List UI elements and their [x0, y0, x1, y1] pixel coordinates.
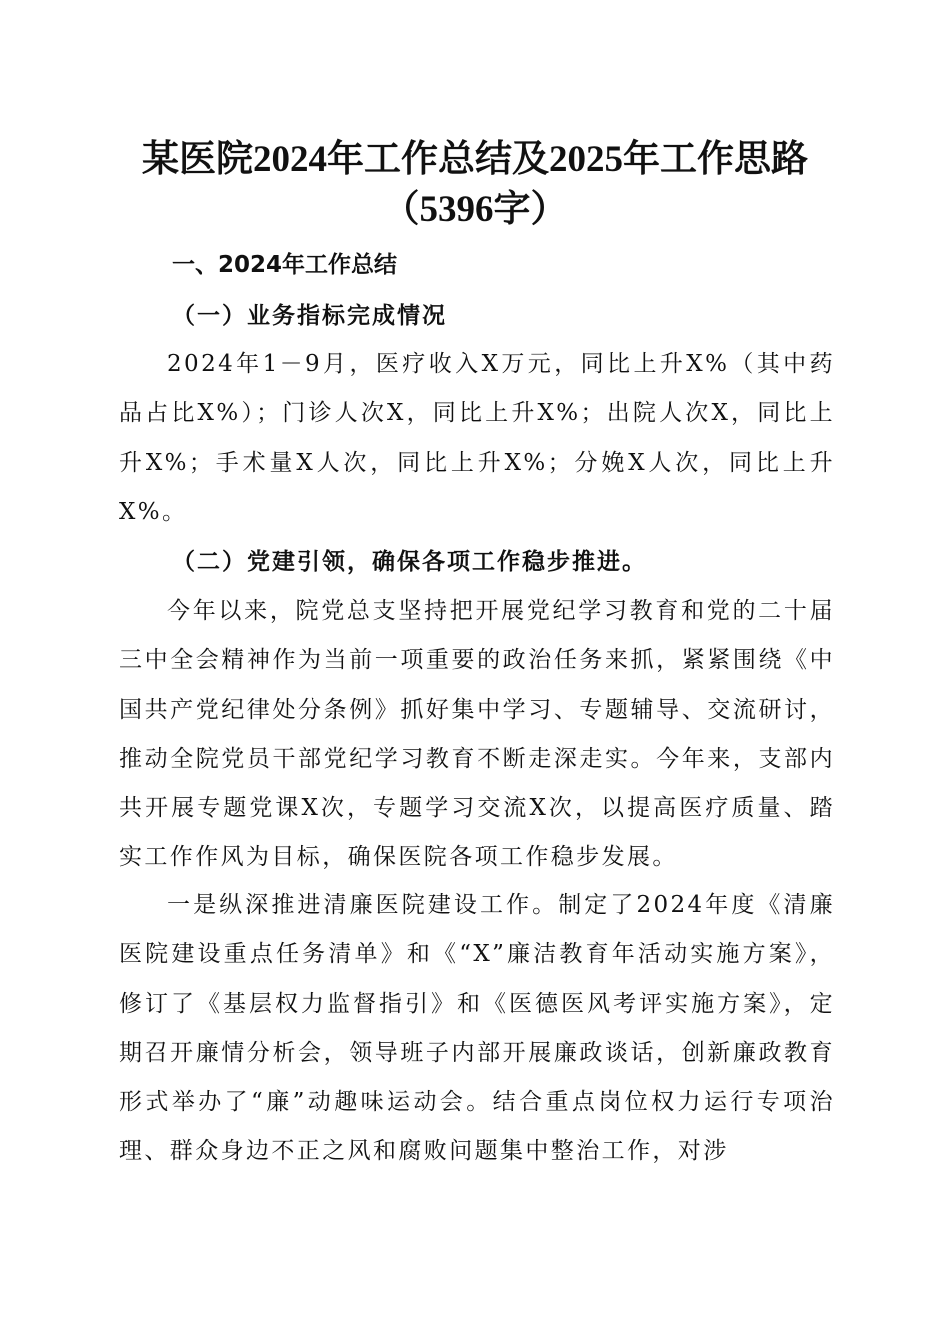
subsection-heading-party-building: （二）党建引领，确保各项工作稳步推进。: [172, 549, 647, 575]
paragraph-clean-hospital: 一是纵深推进清廉医院建设工作。制定了2024年度《清廉医院建设重点任务清单》和《“X”廉洁教育年活动实施方案》，修订了《基层权力监督指引》和《医德医风考评实施方案》，定期召开廉情分析会，领导班子内部开展廉政谈话，创新廉政教育形式举办了“廉”动趣味运动会。结合重点岗位权力运行专项治理、群众身边不正之风和腐败问题集中整治工作，对涉: [119, 892, 835, 1165]
document-word-count: （5396字）: [382, 189, 568, 230]
paragraph-business-indicators: 2024年1－9月，医疗收入X万元，同比上升X%（其中药品占比X%）；门诊人次X，同比上升X%；出院人次X，同比上升X%；手术量X人次，同比上升X%；分娩X人次，同比上升X%。: [119, 351, 835, 525]
subsection-heading-indicators: （一）业务指标完成情况: [172, 303, 447, 329]
section-heading-summary: 一、2024年工作总结: [172, 252, 398, 278]
paragraph-party-building: 今年以来，院党总支坚持把开展党纪学习教育和党的二十届三中全会精神作为当前一项重要的政治任务来抓，紧紧围绕《中国共产党纪律处分条例》抓好集中学习、专题辅导、交流研讨，推动全院党员干部党纪学习教育不断走深走实。今年来，支部内共开展专题党课X次，专题学习交流X次，以提高医疗质量、踏实工作作风为目标，确保医院各项工作稳步发展。: [119, 598, 835, 871]
document-title: 某医院2024年工作总结及2025年工作思路: [142, 139, 808, 180]
